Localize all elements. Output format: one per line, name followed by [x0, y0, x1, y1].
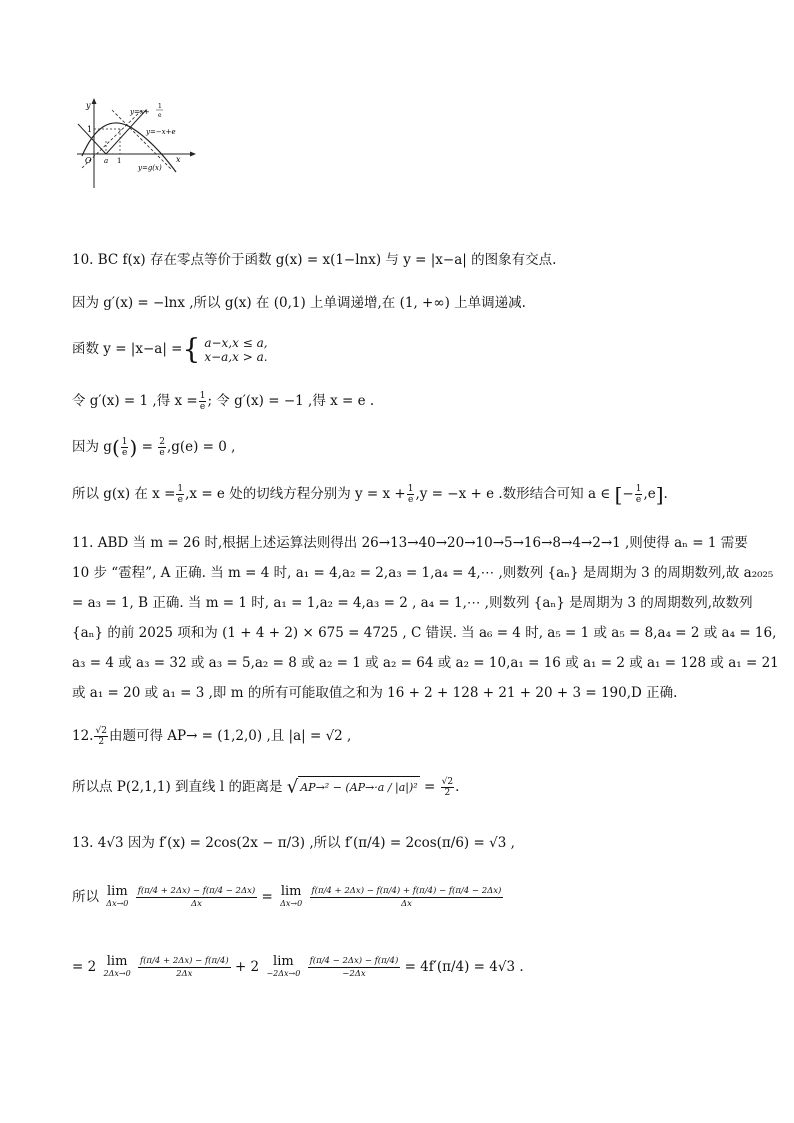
q13-line3 — [72, 950, 732, 984]
q13-frac-2 — [310, 885, 504, 910]
graph-label-one-x: 1 — [117, 157, 122, 165]
q10-line6: 所以 g(x) 在 x = $\frac{1}{e}$ ,x = e 处的切线方程分别为 y = x + $\frac{1}{e}$ ,y = −x + e .数形结合可知 a ∈ [− $\frac{1}{e}$ ,e]. — [72, 482, 668, 507]
q10-line2: 因为 g′(x) = −lnx ,所以 g(x) 在 (0,1) 上单调递增,在 (1, +∞) 上单调递减. — [72, 295, 526, 311]
frac-den: Δx — [400, 899, 412, 909]
frac-num: √2 — [441, 777, 454, 787]
graph-label-curve1-den: e — [158, 112, 162, 119]
q11-line6: 或 a₁ = 20 或 a₁ = 3 ,即 m 的所有可能取值之和为 16 + 2 + 128 + 21 + 20 + 3 = 190,D 正确. — [72, 685, 678, 701]
q10-line6-c: ,y = −x + e .数形结合可知 a ∈ — [415, 486, 611, 502]
frac-num: 1 — [635, 484, 642, 494]
q13-lim-2 — [280, 883, 303, 910]
frac-den: e — [159, 448, 165, 458]
q10-line3 — [72, 334, 732, 365]
q11-line3: = a₃ = 1, B 正确. 当 m = 1 时, a₁ = 1,a₂ = 4,a₃ = 2 , a₄ = 1,⋯ ,则数列 {aₙ} 是周期为 3 的周期数列,故数列 — [72, 595, 753, 611]
q10-case2: x−a,x > a. — [204, 349, 268, 364]
frac-den: Δx — [190, 899, 202, 909]
q13-line2 — [72, 880, 732, 914]
q10-line6-d: − — [622, 486, 634, 502]
q10-line4 — [72, 390, 732, 412]
q11-line4: {aₙ} 的前 2025 项和为 (1 + 4 + 2) × 675 = 4725 , C 错误. 当 a₆ = 4 时, a₅ = 1 或 a₅ = 8,a₄ = 2 或 a₄ = 16, — [72, 625, 777, 641]
frac-num: 1 — [121, 437, 128, 447]
q10-line5: 因为 g( $\frac{1}{e}$ ) = $\frac{2}{e}$ ,g(e) = 0 , — [72, 435, 236, 460]
graph-label-curve1-num: 1 — [158, 103, 162, 110]
frac-num: 1 — [407, 484, 414, 494]
q13-frac-1 — [136, 885, 258, 910]
graph-label-curve3: y=g(x) — [138, 164, 162, 172]
frac-sqrt2-over-2-b — [441, 777, 454, 798]
q11-line1: 11. ABD 当 m = 26 时,根据上述运算法则得出 26→13→40→20→10→5→16→8→4→2→1 ,则使得 aₙ = 1 需要 — [72, 535, 748, 551]
frac-den: 2Δx — [176, 969, 193, 979]
q13-frac-4 — [308, 955, 401, 980]
frac-1-over-e-5 — [635, 484, 643, 505]
q13-line2-a: 所以 — [72, 889, 99, 905]
q12-line1-a: 12. — [72, 728, 94, 744]
frac-den: e — [121, 448, 128, 458]
frac-den: −2Δx — [342, 969, 366, 979]
function-graph — [72, 96, 197, 192]
frac-num: 1 — [199, 391, 206, 401]
frac-num: 1 — [177, 484, 184, 494]
frac-den: e — [177, 495, 183, 505]
frac-1-over-e-3 — [176, 484, 184, 505]
brace-symbol: { — [182, 332, 201, 366]
q10-case1: a−x,x ≤ a, — [204, 335, 268, 350]
q10-line6-e: ,e — [643, 486, 656, 502]
q13-line1: 13. 4√3 因为 f′(x) = 2cos(2x − π/3) ,所以 f′(π/4) = 2cos(π/6) = √3 , — [72, 835, 515, 851]
q10-line6-a: 所以 g(x) 在 x = — [72, 486, 176, 502]
q10-line5-b: = — [141, 439, 153, 455]
q12-line2-b: = — [424, 779, 436, 795]
q11-line5: a₃ = 4 或 a₃ = 32 或 a₃ = 5,a₂ = 8 或 a₂ = 1 或 a₂ = 64 或 a₂ = 10,a₁ = 16 或 a₁ = 2 或 a₁ = 128 或 a₁ = 21 — [72, 655, 779, 671]
frac-num: 2 — [159, 437, 165, 447]
q10-line6-b: ,x = e 处的切线方程分别为 y = x + — [185, 486, 406, 502]
graph-label-curve2: y=−x+e — [146, 128, 176, 136]
frac-num: f(π/4 + 2Δx) − f(π/4) + f(π/4) − f(π/4 − 2Δx) — [311, 886, 502, 896]
q12-line2-a: 所以点 P(2,1,1) 到直线 l 的距离是 — [72, 779, 283, 795]
q13-lim-1 — [106, 883, 129, 910]
q13-line3-end: = 4f′(π/4) = 4√3 . — [404, 959, 524, 975]
q10-line3-prefix: 函数 y = |x−a| = — [72, 341, 183, 357]
graph-label-a: a — [104, 157, 109, 165]
lim-text: lim — [273, 953, 294, 969]
graph-label-x: x — [176, 155, 181, 164]
lim-text: lim — [106, 953, 128, 969]
q10-piecewise — [204, 336, 267, 364]
frac-num: f(π/4 + 2Δx) − f(π/4) — [139, 956, 229, 966]
q13-frac-3 — [138, 955, 231, 980]
q13-eq: = — [261, 889, 273, 905]
q13-lim-3 — [103, 953, 131, 980]
frac-num: f(π/4 + 2Δx) − f(π/4 − 2Δx) — [137, 886, 256, 896]
lim-sub: Δx→0 — [106, 898, 129, 908]
lim-sub: 2Δx→0 — [103, 968, 131, 978]
graph-label-y: y — [86, 101, 91, 110]
q10-line4-b: ; 令 g′(x) = −1 ,得 x = e . — [207, 393, 375, 409]
frac-num: √2 — [95, 726, 107, 736]
frac-1-over-e-2 — [121, 437, 129, 458]
q12-line1 — [72, 725, 732, 747]
frac-den: e — [407, 495, 414, 505]
frac-den: 2 — [98, 737, 105, 747]
frac-den: e — [199, 402, 206, 412]
q13-plus: + 2 — [234, 959, 260, 975]
q10-line1: 10. BC f(x) 存在零点等价于函数 g(x) = x(1−lnx) 与 y = |x−a| 的图象有交点. — [72, 252, 557, 268]
lim-sub: −2Δx→0 — [266, 968, 301, 978]
q11-line2: 10 步 “雹程”, A 正确. 当 m = 4 时, a₁ = 4,a₂ = 2,a₃ = 1,a₄ = 4,⋯ ,则数列 {aₙ} 是周期为 3 的周期数列,故 a₂₀₂₅ — [72, 565, 774, 581]
q10-line4-a: 令 g′(x) = 1 ,得 x = — [72, 393, 198, 409]
frac-1-over-e — [199, 391, 207, 412]
frac-1-over-e-4 — [407, 484, 415, 505]
frac-den: e — [635, 495, 642, 505]
q13-lim-4 — [266, 953, 301, 980]
q10-line5-a: 因为 g — [72, 439, 112, 455]
q13-line3-a: = 2 — [72, 959, 97, 975]
q12-line1-b: 由题可得 AP→ = (1,2,0) ,且 |a| = √2 , — [108, 728, 352, 744]
lim-text: lim — [280, 883, 302, 899]
lim-text: lim — [107, 883, 128, 899]
q12-line2: 所以点 P(2,1,1) 到直线 l 的距离是 √ AP→² − (AP→·a / |a|)² = $\frac{√2}{2}$ . — [72, 776, 460, 798]
q12-sqrt-expr: AP→² − (AP→·a / |a|)² — [298, 776, 419, 799]
frac-sqrt2-over-2 — [94, 726, 107, 747]
graph-label-origin: O — [85, 156, 92, 165]
graph-label-curve1: y=x+ — [130, 108, 150, 116]
graph-label-one-y: 1 — [87, 125, 93, 134]
frac-num: f(π/4 − 2Δx) − f(π/4) — [309, 956, 399, 966]
q10-line5-c: ,g(e) = 0 , — [166, 439, 236, 455]
lim-sub: Δx→0 — [280, 898, 303, 908]
frac-den: 2 — [444, 788, 451, 798]
frac-2-over-e — [158, 437, 166, 458]
q12-line2-c: . — [455, 779, 460, 795]
